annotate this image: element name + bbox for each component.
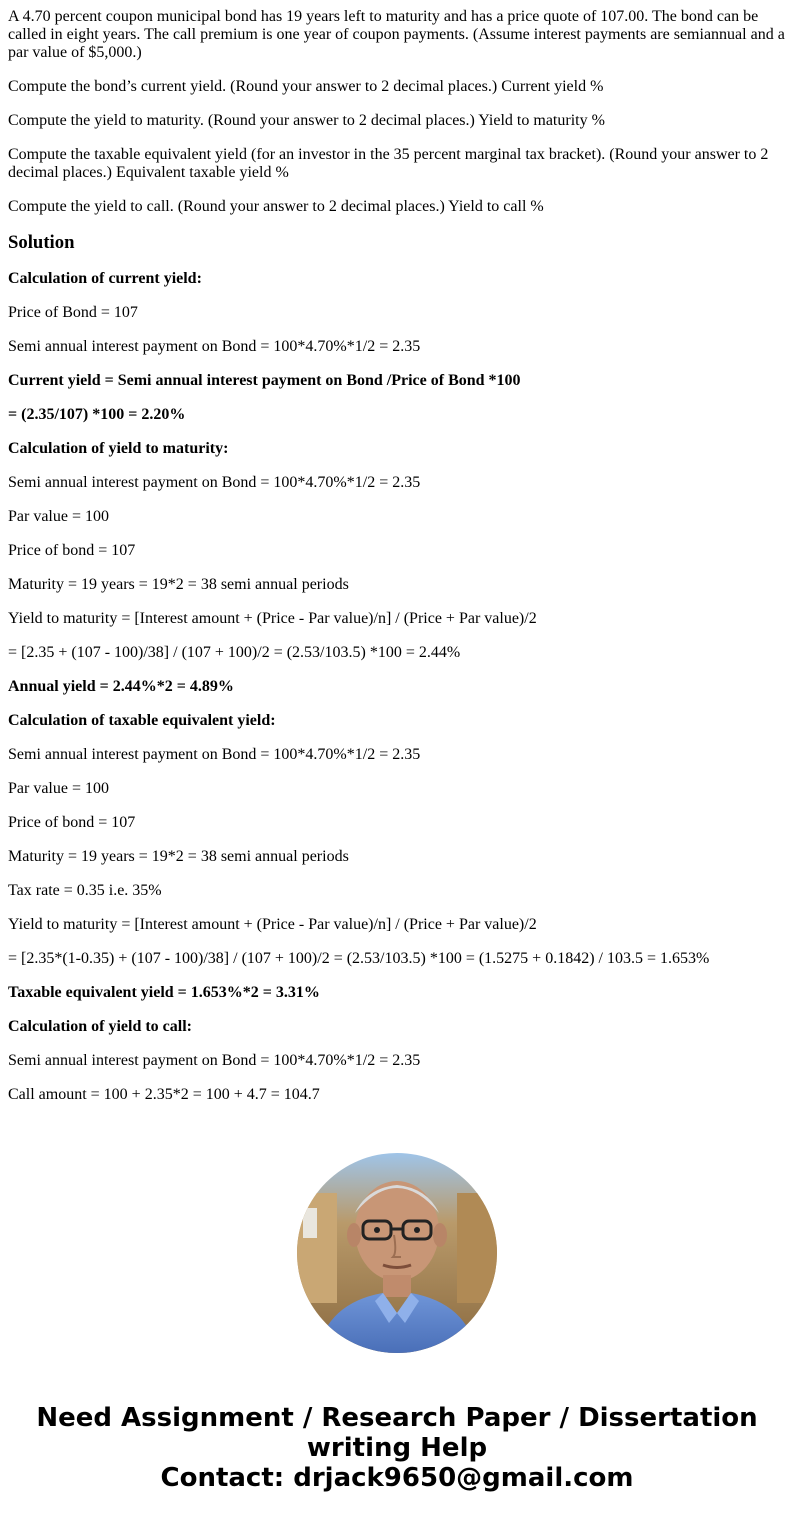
solution-lines (8, 270, 786, 1104)
solution-line: Price of bond = 107 (8, 542, 136, 559)
solution-line: Yield to maturity = [Interest amount + (Price - Par value)/n] / (Price + Par value)/2 (8, 610, 537, 627)
solution-line: Yield to maturity = [Interest amount + (Price - Par value)/n] / (Price + Par value)/2 (8, 916, 537, 933)
solution-line: Semi annual interest payment on Bond = 100*4.70%*1/2 = 2.35 (8, 1052, 421, 1069)
solution-line: Tax rate = 0.35 i.e. 35% (8, 882, 162, 899)
question-part-current-yield: Compute the bond’s current yield. (Round your answer to 2 decimal places.) Current yield % (8, 78, 604, 95)
promo-contact-line: Contact: drjack9650@gmail.com (160, 1463, 634, 1493)
question-part-yield-to-maturity: Compute the yield to maturity. (Round your answer to 2 decimal places.) Yield to maturity % (8, 112, 605, 129)
promo-banner (0, 1403, 794, 1493)
author-portrait-image (297, 1153, 497, 1353)
solution-line: = (2.35/107) *100 = 2.20% (8, 406, 186, 423)
solution-line: Par value = 100 (8, 508, 109, 525)
solution-line: Maturity = 19 years = 19*2 = 38 semi annual periods (8, 576, 349, 593)
solution-line: Annual yield = 2.44%*2 = 4.89% (8, 678, 234, 695)
solution-line: Current yield = Semi annual interest payment on Bond /Price of Bond *100 (8, 372, 521, 389)
solution-line: Semi annual interest payment on Bond = 100*4.70%*1/2 = 2.35 (8, 746, 421, 763)
promo-line-2: writing Help (306, 1433, 488, 1463)
author-avatar (297, 1153, 497, 1353)
document-body (8, 0, 786, 1104)
solution-line: = [2.35*(1-0.35) + (107 - 100)/38] / (107 + 100)/2 = (2.53/103.5) *100 = (1.5275 + 0.1842) / 103.5 = 1.653% (8, 950, 710, 967)
promo-line-1: Need Assignment / Research Paper / Dissertation (36, 1403, 758, 1433)
solution-line: Call amount = 100 + 2.35*2 = 100 + 4.7 = 104.7 (8, 1086, 320, 1103)
solution-line: Calculation of yield to maturity: (8, 440, 229, 457)
solution-line: Semi annual interest payment on Bond = 100*4.70%*1/2 = 2.35 (8, 474, 421, 491)
solution-line: Par value = 100 (8, 780, 109, 797)
solution-line: Taxable equivalent yield = 1.653%*2 = 3.31% (8, 984, 320, 1001)
solution-line: Calculation of taxable equivalent yield: (8, 712, 276, 729)
solution-heading: Solution (8, 232, 75, 253)
solution-line: Calculation of yield to call: (8, 1018, 192, 1035)
question-intro: A 4.70 percent coupon municipal bond has 19 years left to maturity and has a price quote of 107.00. The bond can be called in eight years. The call premium is one year of coupon payments. (Assume interest payments are semiannual and a par value of $5,000.) (8, 8, 785, 61)
solution-line: = [2.35 + (107 - 100)/38] / (107 + 100)/2 = (2.53/103.5) *100 = 2.44% (8, 644, 461, 661)
solution-line: Semi annual interest payment on Bond = 100*4.70%*1/2 = 2.35 (8, 338, 421, 355)
question-part-taxable-equivalent-yield: Compute the taxable equivalent yield (for an investor in the 35 percent marginal tax bracket). (Round your answer to 2 decimal places.) Equivalent taxable yield % (8, 146, 769, 181)
question-part-yield-to-call: Compute the yield to call. (Round your answer to 2 decimal places.) Yield to call % (8, 198, 544, 215)
solution-line: Maturity = 19 years = 19*2 = 38 semi annual periods (8, 848, 349, 865)
solution-line: Price of bond = 107 (8, 814, 136, 831)
solution-line: Price of Bond = 107 (8, 304, 138, 321)
solution-line: Calculation of current yield: (8, 270, 202, 287)
